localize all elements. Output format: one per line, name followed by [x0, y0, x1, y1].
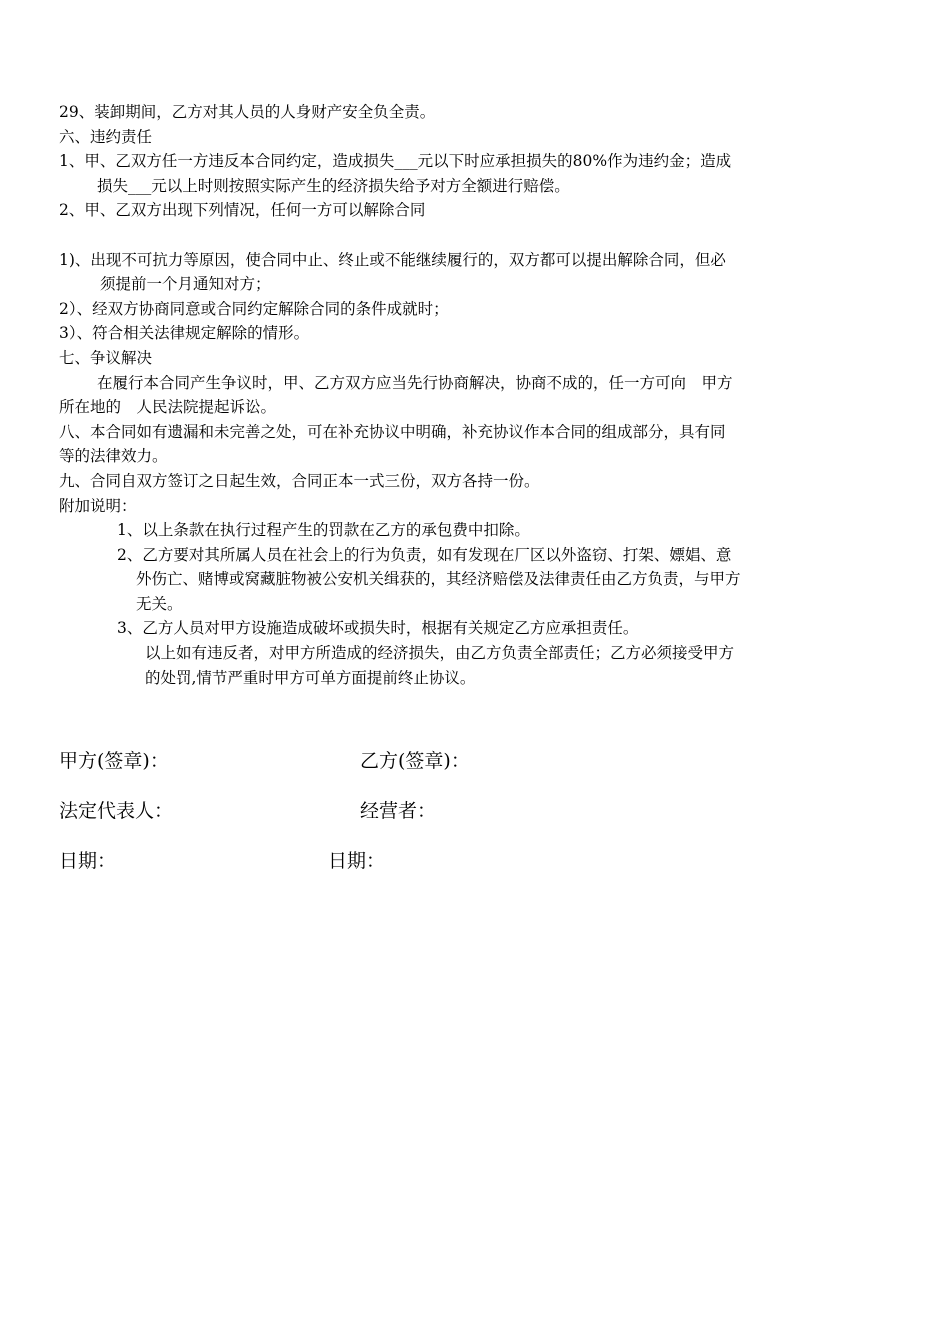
date-a-label: 日期：	[59, 850, 117, 872]
section-9: 九、合同自双方签订之日起生效，合同正本一式三份，双方各持一份。	[59, 471, 540, 490]
breach-clause-2: 2、甲、乙双方出现下列情况，任何一方可以解除合同	[59, 201, 426, 220]
addendum-item-2-line-1: 2、乙方要对其所属人员在社会上的行为负责，如有发现在厂区以外盗窃、打架、嫖娼、意	[117, 545, 732, 564]
date-b-label: 日期：	[328, 850, 386, 872]
addendum-heading: 附加说明：	[59, 496, 137, 515]
termination-item-3: 3）、符合相关法律规定解除的情形。	[59, 324, 310, 343]
breach-clause-1-text: 1、甲、乙双方任一方违反本合同约定，造成损失___元以下时应承担损失的80%作为违约金；造成	[59, 152, 732, 171]
dispute-text-line-1: 在履行本合同产生争议时，甲、乙方双方应当先行协商解决，协商不成的，任一方可向 甲方	[97, 373, 733, 392]
termination-item-2: 2）、经双方协商同意或合同约定解除合同的条件成就时；	[59, 299, 449, 318]
blank-line	[59, 223, 887, 248]
legal-representative-label: 法定代表人：	[59, 800, 174, 822]
dispute-text-line-2: 所在地的 人民法院提起诉讼。	[59, 398, 277, 417]
addendum-note-line-1: 以上如有违反者，对甲方所造成的经济损失，由乙方负责全部责任；乙方必须接受甲方	[145, 644, 735, 663]
section-8-line-2: 等的法律效力。	[59, 447, 168, 466]
addendum-item-2-line-2: 外伤亡、赌博或窝藏脏物被公安机关缉获的，其经济赔偿及法律责任由乙方负责，与甲方	[136, 570, 741, 589]
termination-item-1-line-1: 1)、出现不可抗力等原因，使合同中止、终止或不能继续履行的，双方都可以提出解除合同，但必	[59, 250, 726, 269]
clause-29: 29、装卸期间，乙方对其人员的人身财产安全负全责。	[59, 103, 436, 121]
party-b-seal-label: 乙方(签章)：	[360, 750, 470, 772]
addendum-note-line-2: 的处罚,情节严重时甲方可单方面提前终止协议。	[145, 668, 476, 687]
contract-body	[59, 100, 887, 690]
party-a-seal-label: 甲方(签章)：	[59, 750, 169, 772]
addendum-item-1: 1、以上条款在执行过程产生的罚款在乙方的承包费中扣除。	[117, 521, 530, 540]
operator-label: 经营者：	[360, 800, 437, 822]
termination-item-1-line-2: 须提前一个月通知对方；	[100, 275, 271, 294]
section-heading-breach: 六、违约责任	[59, 127, 153, 146]
addendum-item-2-line-3: 无关。	[136, 594, 183, 613]
breach-clause-1-line-2: 损失___元以上时则按照实际产生的经济损失给予对方全额进行赔偿。	[97, 176, 570, 195]
section-heading-dispute: 七、争议解决	[59, 348, 153, 367]
breach-clause-1-line-1	[59, 149, 887, 174]
addendum-item-3: 3、乙方人员对甲方设施造成破坏或损失时，根据有关规定乙方应承担责任。	[117, 619, 639, 638]
section-8-line-1: 八、本合同如有遗漏和未完善之处，可在补充协议中明确，补充协议作本合同的组成部分，具有同	[59, 422, 726, 441]
